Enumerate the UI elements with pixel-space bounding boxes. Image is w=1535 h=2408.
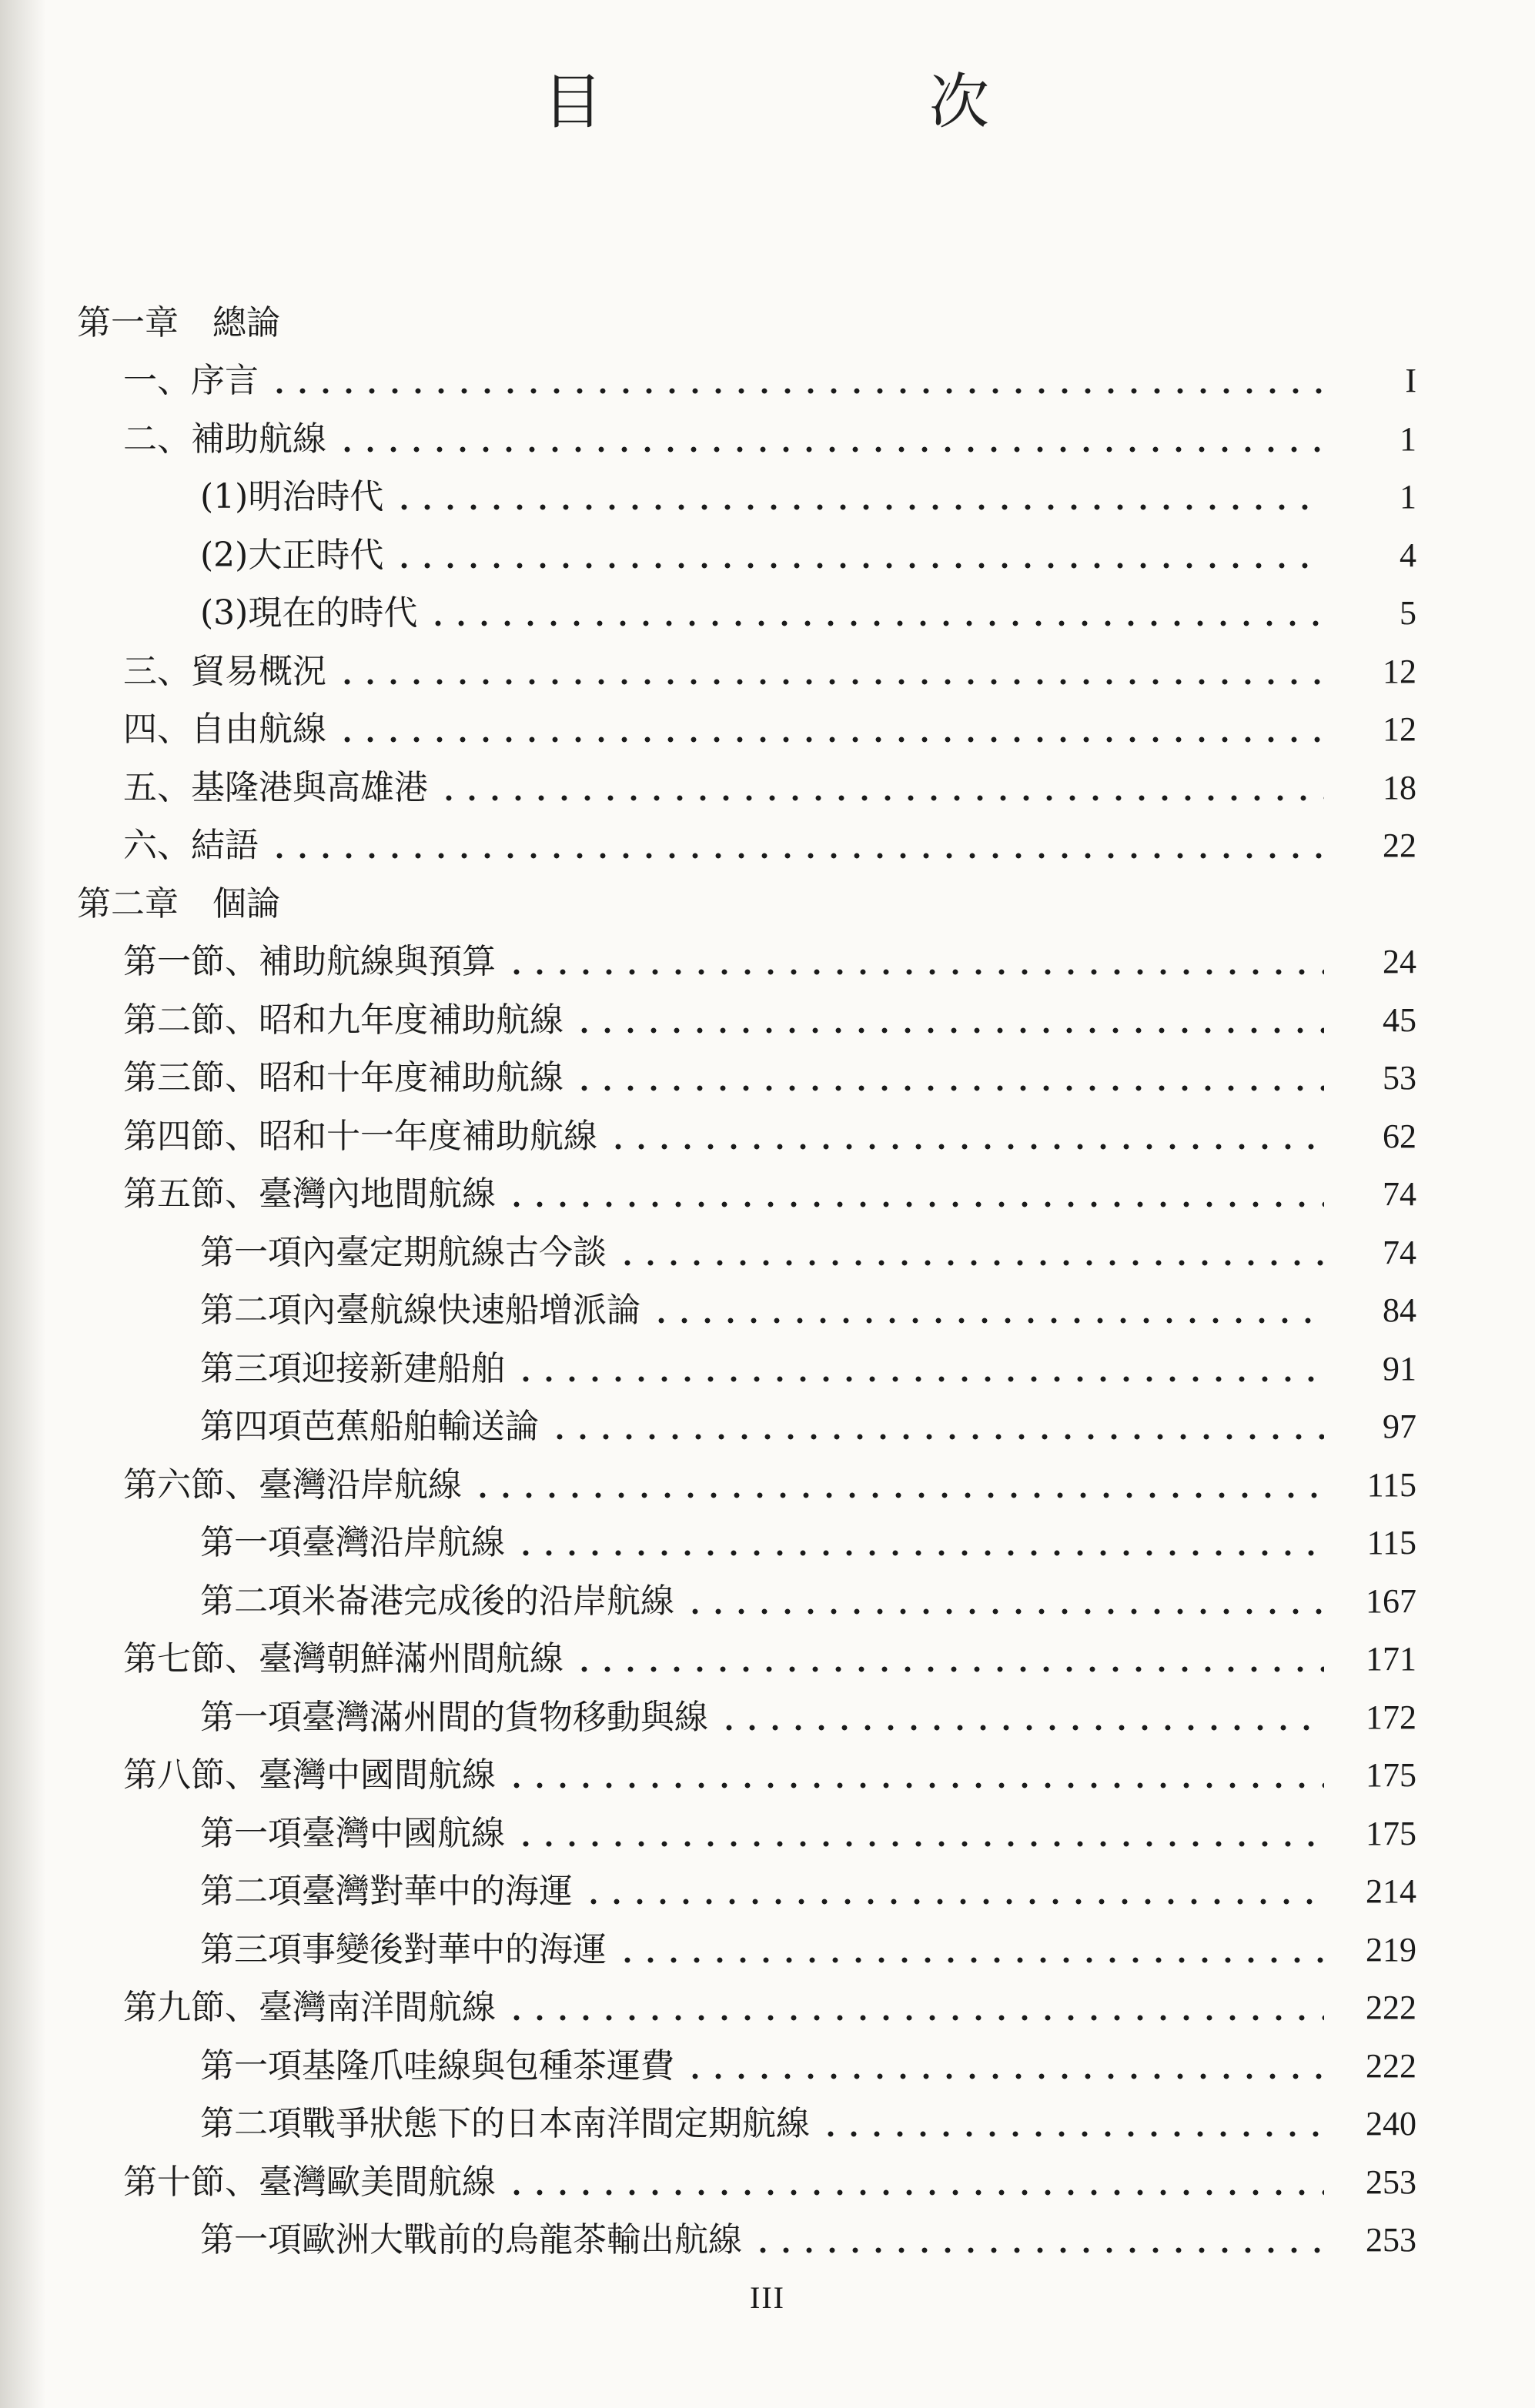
toc-entry [77,2144,1416,2203]
toc-entry-title: 第一項內臺定期航線古今談 [200,1232,607,1272]
toc-entry-title: 第十節、臺灣歐美間航線 [123,2162,496,2202]
toc-entry [77,1214,1416,1273]
toc-entry-page-number: 115 [1366,1524,1416,1561]
toc-entry-page-number: 5 [1400,594,1416,632]
toc-entry-page-number: 22 [1383,827,1416,864]
toc-entry [77,1098,1416,1157]
toc-entry [77,1040,1416,1099]
toc-entry [77,1795,1416,1854]
dot-leader [819,2106,1324,2139]
dot-leader [505,1989,1324,2023]
toc-entry [77,2086,1416,2145]
dot-leader [505,2164,1324,2198]
toc-entry-title: 五、基隆港與高雄港 [123,767,428,807]
toc-entry [77,1738,1416,1796]
toc-entry [77,1273,1416,1331]
dot-leader [616,1234,1324,1268]
toc-entry-title: 第二節、昭和九年度補助航線 [123,1000,564,1040]
toc-entry-page-number: 45 [1383,1000,1416,1039]
toc-entry-page-number: 97 [1383,1408,1416,1445]
toc-entry-title: 第六節、臺灣沿岸航線 [123,1465,462,1505]
toc-entry-title: 第二項臺灣對華中的海運 [200,1872,573,1911]
toc-entry [77,1679,1416,1738]
toc-entry [77,1970,1416,2029]
toc-entry-page-number: 175 [1366,1756,1416,1794]
dot-leader [505,1176,1324,1210]
toc-entry [77,2203,1416,2261]
toc-entry [77,1621,1416,1680]
dot-leader [573,1641,1324,1675]
toc-entry-page-number: 167 [1366,1581,1416,1620]
dot-leader [548,1408,1324,1442]
toc-entry-page-number: 18 [1383,768,1416,807]
toc-entry-title: 第一項臺灣沿岸航線 [200,1523,505,1562]
toc-entry-page-number: 4 [1400,536,1416,574]
title-char-2: 次 [929,68,993,137]
dot-leader [582,1873,1324,1907]
dot-leader [426,595,1324,629]
toc-entry-page-number: 74 [1383,1175,1416,1213]
dot-leader [268,362,1324,396]
toc-entry-title: 第二項內臺航線快速船增派論 [200,1291,640,1330]
toc-entry-page-number: 62 [1383,1117,1416,1155]
toc-entry-title: 第一項臺灣中國航線 [200,1813,505,1853]
toc-entry [77,750,1416,808]
dot-leader [336,711,1324,745]
toc-entry-page-number: 175 [1366,1814,1416,1852]
toc-entry-page-number: 12 [1383,710,1416,748]
toc-entry [77,1563,1416,1621]
toc-entry-page-number: 1 [1400,419,1416,458]
page-number: III [750,2280,785,2315]
toc-entry-page-number: 253 [1366,2221,1416,2259]
toc-entry-title: 第九節、臺灣南洋間航線 [123,1988,496,2027]
toc-entry-title: (3)現在的時代 [200,593,418,633]
toc-entry [77,576,1416,634]
toc-entry-title: 第一項歐洲大戰前的烏龍茶輸出航線 [200,2220,742,2259]
dot-leader [437,770,1324,803]
toc-entry [77,1912,1416,1970]
dot-leader [607,1118,1324,1152]
dot-leader [514,1351,1324,1384]
dot-leader [505,1757,1324,1791]
scan-binding-shadow [0,0,46,2408]
dot-leader [336,421,1324,455]
toc-entry-title: 第三節、昭和十年度補助航線 [123,1058,564,1097]
table-of-contents [77,285,1416,2260]
toc-chapter-heading [77,866,1416,924]
dot-leader [684,1583,1324,1617]
toc-entry-page-number: 84 [1383,1291,1416,1329]
toc-entry-page-number: 219 [1366,1930,1416,1969]
toc-entry-title: 第三項迎接新建船舶 [200,1348,505,1388]
toc-entry-title: 第一項基隆爪哇線與包種茶運費 [200,2046,674,2086]
toc-chapter-heading [77,285,1416,343]
toc-entry [77,401,1416,459]
toc-entry [77,1447,1416,1505]
dot-leader [650,1292,1324,1326]
toc-entry-page-number: 171 [1366,1640,1416,1678]
toc-entry [77,1157,1416,1215]
toc-entry [77,1505,1416,1564]
dot-leader [717,1699,1324,1733]
toc-entry-title: 六、結語 [123,826,259,865]
toc-entry-page-number: 12 [1383,652,1416,690]
toc-entry-title: (2)大正時代 [200,535,384,575]
dot-leader [514,1815,1324,1849]
dot-leader [684,2048,1324,2082]
dot-leader [505,943,1324,977]
toc-entry-page-number: 214 [1366,1872,1416,1910]
toc-entry-title: 第八節、臺灣中國間航線 [123,1755,496,1795]
toc-entry [77,808,1416,867]
toc-entry-page-number: 91 [1383,1349,1416,1388]
toc-entry [77,692,1416,750]
toc-entry-title: 第二項戰爭狀態下的日本南洋間定期航線 [200,2104,810,2143]
toc-entry-title: 第一項臺灣滿州間的貨物移動與線 [200,1697,708,1737]
dot-leader [393,537,1324,571]
toc-entry-title: (1)明治時代 [200,477,384,516]
toc-entry-page-number: 53 [1383,1059,1416,1097]
toc-entry-page-number: 240 [1366,2105,1416,2142]
dot-leader [573,1002,1324,1036]
toc-entry-page-number: 222 [1366,1989,1416,2026]
toc-entry-title: 第二章 個論 [77,883,280,923]
toc-entry-page-number: 253 [1366,2163,1416,2201]
toc-entry-page-number: I [1405,362,1416,399]
toc-entry [77,2028,1416,2086]
toc-entry-title: 第一章 總論 [77,302,280,342]
dot-leader [573,1060,1324,1094]
toc-entry-page-number: 222 [1366,2046,1416,2085]
toc-entry [77,633,1416,692]
toc-entry-page-number: 24 [1383,943,1416,980]
toc-entry [77,343,1416,402]
toc-entry [77,1331,1416,1389]
toc-entry [77,1389,1416,1448]
toc-entry-title: 第四項芭蕉船舶輸送論 [200,1407,539,1446]
toc-entry-title: 四、自由航線 [123,710,326,749]
dot-leader [751,2222,1324,2256]
dot-leader [393,479,1324,513]
toc-entry-page-number: 172 [1366,1698,1416,1736]
toc-entry [77,517,1416,576]
toc-entry-title: 三、貿易概況 [123,651,326,691]
toc-entry-title: 第七節、臺灣朝鮮滿州間航線 [123,1639,564,1678]
toc-entry-title: 二、補助航線 [123,419,326,459]
toc-entry-title: 第一節、補助航線與預算 [123,942,496,981]
toc-entry-title: 第二項米崙港完成後的沿岸航線 [200,1581,674,1621]
toc-entry-title: 一、序言 [123,361,259,400]
toc-entry-title: 第四節、昭和十一年度補助航線 [123,1116,597,1156]
toc-entry [77,924,1416,983]
page-title [0,54,1535,140]
dot-leader [616,1932,1324,1965]
toc-entry-page-number: 115 [1366,1465,1416,1504]
title-char-1: 目 [542,68,606,137]
toc-entry-title: 第三項事變後對華中的海運 [200,1929,607,1969]
toc-entry-title: 第五節、臺灣內地間航線 [123,1174,496,1214]
dot-leader [471,1467,1324,1501]
toc-entry-page-number: 1 [1400,478,1416,516]
dot-leader [268,827,1324,861]
dot-leader [514,1525,1324,1558]
toc-entry [77,982,1416,1040]
toc-entry [77,1854,1416,1912]
toc-entry [77,459,1416,518]
dot-leader [336,653,1324,687]
toc-entry-page-number: 74 [1383,1233,1416,1271]
